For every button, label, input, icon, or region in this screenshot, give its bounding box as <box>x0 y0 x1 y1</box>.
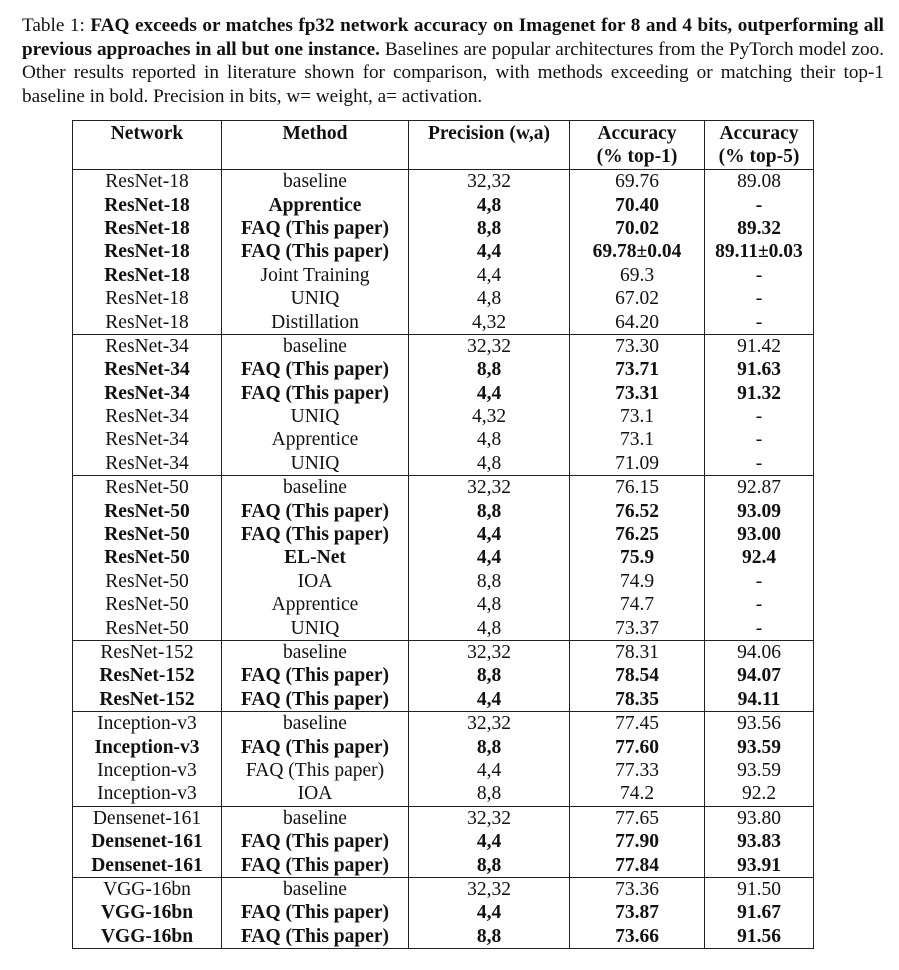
table-row <box>73 593 814 616</box>
network-cell: ResNet-34 <box>73 405 222 428</box>
top1-cell: 75.9 <box>570 546 705 569</box>
header-precision <box>409 121 570 170</box>
network-cell: ResNet-152 <box>73 664 222 687</box>
top1-cell: 77.90 <box>570 830 705 853</box>
method-cell: EL-Net <box>222 546 409 569</box>
precision-cell: 8,8 <box>409 925 570 949</box>
table-row <box>73 806 814 830</box>
network-cell: ResNet-18 <box>73 240 222 263</box>
top5-cell: - <box>705 452 814 476</box>
top1-cell: 77.84 <box>570 853 705 877</box>
precision-cell: 8,8 <box>409 664 570 687</box>
table-row <box>73 476 814 500</box>
top1-cell: 76.15 <box>570 476 705 500</box>
table-row <box>73 382 814 405</box>
header-precision-label: Precision (w,a) <box>427 123 551 144</box>
top5-cell: 89.32 <box>705 217 814 240</box>
network-cell: ResNet-34 <box>73 334 222 358</box>
top5-cell: 93.09 <box>705 499 814 522</box>
method-cell: Apprentice <box>222 428 409 451</box>
header-method-label: Method <box>282 123 348 144</box>
method-cell: FAQ (This paper) <box>222 735 409 758</box>
table-row <box>73 688 814 712</box>
top5-cell: 91.67 <box>705 901 814 924</box>
top1-cell: 73.1 <box>570 405 705 428</box>
network-cell: ResNet-50 <box>73 616 222 640</box>
top1-cell: 74.9 <box>570 570 705 593</box>
method-cell: FAQ (This paper) <box>222 901 409 924</box>
table-row <box>73 830 814 853</box>
top1-cell: 70.02 <box>570 217 705 240</box>
precision-cell: 4,4 <box>409 759 570 782</box>
table-row <box>73 193 814 216</box>
top5-cell: 91.42 <box>705 334 814 358</box>
precision-cell: 32,32 <box>409 334 570 358</box>
method-cell: FAQ (This paper) <box>222 499 409 522</box>
precision-cell: 32,32 <box>409 640 570 664</box>
method-cell: Apprentice <box>222 593 409 616</box>
precision-cell: 4,4 <box>409 240 570 263</box>
method-cell: baseline <box>222 711 409 735</box>
method-cell: baseline <box>222 877 409 901</box>
method-cell: UNIQ <box>222 452 409 476</box>
top1-cell: 78.35 <box>570 688 705 712</box>
top5-cell: 93.59 <box>705 735 814 758</box>
precision-cell: 8,8 <box>409 853 570 877</box>
network-cell: ResNet-50 <box>73 499 222 522</box>
header-top5-sublabel: (% top-5) <box>718 146 800 167</box>
table-row <box>73 428 814 451</box>
precision-cell: 8,8 <box>409 570 570 593</box>
precision-cell: 8,8 <box>409 499 570 522</box>
method-cell: baseline <box>222 170 409 194</box>
top5-cell: - <box>705 287 814 310</box>
precision-cell: 4,4 <box>409 523 570 546</box>
network-cell: VGG-16bn <box>73 877 222 901</box>
precision-cell: 4,4 <box>409 901 570 924</box>
top5-cell: 91.56 <box>705 925 814 949</box>
method-cell: FAQ (This paper) <box>222 853 409 877</box>
table-caption <box>22 14 884 108</box>
precision-cell: 4,32 <box>409 405 570 428</box>
table-header-row <box>73 121 814 170</box>
method-cell: FAQ (This paper) <box>222 240 409 263</box>
top5-cell: - <box>705 405 814 428</box>
top1-cell: 69.76 <box>570 170 705 194</box>
network-cell: Inception-v3 <box>73 711 222 735</box>
table-row <box>73 901 814 924</box>
top1-cell: 70.40 <box>570 193 705 216</box>
top5-cell: 92.87 <box>705 476 814 500</box>
method-cell: FAQ (This paper) <box>222 358 409 381</box>
top5-cell: 89.08 <box>705 170 814 194</box>
method-cell: baseline <box>222 640 409 664</box>
table-row <box>73 735 814 758</box>
top5-cell: - <box>705 616 814 640</box>
table-row <box>73 759 814 782</box>
precision-cell: 4,4 <box>409 546 570 569</box>
table-row <box>73 452 814 476</box>
method-cell: FAQ (This paper) <box>222 217 409 240</box>
top1-cell: 74.2 <box>570 782 705 806</box>
table-row <box>73 264 814 287</box>
top5-cell: 94.06 <box>705 640 814 664</box>
caption-bold-text: FAQ exceeds or matches fp32 network accuracy on Imagenet for 8 and 4 bits, outperforming all previous approaches in all but one instance. <box>22 15 884 60</box>
header-method <box>222 121 409 170</box>
header-top1-sublabel: (% top-1) <box>596 146 678 167</box>
table-row <box>73 925 814 949</box>
network-cell: ResNet-18 <box>73 287 222 310</box>
method-cell: IOA <box>222 782 409 806</box>
precision-cell: 32,32 <box>409 476 570 500</box>
table-row <box>73 405 814 428</box>
top5-cell: 94.11 <box>705 688 814 712</box>
network-cell: Inception-v3 <box>73 782 222 806</box>
header-network <box>73 121 222 170</box>
method-cell: baseline <box>222 806 409 830</box>
network-cell: Densenet-161 <box>73 853 222 877</box>
header-top1-label: Accuracy <box>597 123 677 144</box>
network-cell: ResNet-34 <box>73 382 222 405</box>
top1-cell: 64.20 <box>570 310 705 334</box>
caption-body-text: Baselines are popular architectures from the PyTorch model zoo. Other results reported in literature shown for comparison, with methods exceeding or matching their top-1 baseline in bold. Precision in bits, w= weight, a= activation. <box>22 38 885 107</box>
table-row <box>73 640 814 664</box>
top5-cell: 89.11±0.03 <box>705 240 814 263</box>
network-cell: Inception-v3 <box>73 735 222 758</box>
method-cell: FAQ (This paper) <box>222 925 409 949</box>
method-cell: Distillation <box>222 310 409 334</box>
top1-cell: 74.7 <box>570 593 705 616</box>
network-cell: VGG-16bn <box>73 901 222 924</box>
network-cell: ResNet-50 <box>73 523 222 546</box>
top5-cell: - <box>705 310 814 334</box>
table-row <box>73 310 814 334</box>
network-cell: ResNet-34 <box>73 452 222 476</box>
precision-cell: 32,32 <box>409 877 570 901</box>
top5-cell: - <box>705 264 814 287</box>
precision-cell: 4,8 <box>409 452 570 476</box>
header-top5 <box>705 121 814 170</box>
table-row <box>73 853 814 877</box>
method-cell: FAQ (This paper) <box>222 664 409 687</box>
method-cell: FAQ (This paper) <box>222 688 409 712</box>
top1-cell: 69.78±0.04 <box>570 240 705 263</box>
table-row <box>73 334 814 358</box>
table-row <box>73 782 814 806</box>
precision-cell: 4,8 <box>409 193 570 216</box>
top1-cell: 73.1 <box>570 428 705 451</box>
precision-cell: 32,32 <box>409 170 570 194</box>
network-cell: ResNet-50 <box>73 476 222 500</box>
top5-cell: 93.56 <box>705 711 814 735</box>
top1-cell: 73.71 <box>570 358 705 381</box>
table-row <box>73 664 814 687</box>
network-cell: ResNet-18 <box>73 310 222 334</box>
method-cell: FAQ (This paper) <box>222 382 409 405</box>
precision-cell: 8,8 <box>409 217 570 240</box>
table-row <box>73 358 814 381</box>
network-cell: ResNet-34 <box>73 428 222 451</box>
method-cell: FAQ (This paper) <box>222 830 409 853</box>
precision-cell: 4,32 <box>409 310 570 334</box>
precision-cell: 4,8 <box>409 428 570 451</box>
table-row <box>73 711 814 735</box>
top5-cell: 93.83 <box>705 830 814 853</box>
top5-cell: 93.59 <box>705 759 814 782</box>
caption-label: Table 1: <box>22 15 85 36</box>
precision-cell: 8,8 <box>409 735 570 758</box>
top1-cell: 73.87 <box>570 901 705 924</box>
top1-cell: 77.65 <box>570 806 705 830</box>
network-cell: ResNet-50 <box>73 570 222 593</box>
top1-cell: 76.52 <box>570 499 705 522</box>
precision-cell: 8,8 <box>409 358 570 381</box>
precision-cell: 4,8 <box>409 593 570 616</box>
table-row <box>73 499 814 522</box>
top1-cell: 69.3 <box>570 264 705 287</box>
precision-cell: 4,8 <box>409 287 570 310</box>
table-body <box>73 170 814 949</box>
top5-cell: 93.80 <box>705 806 814 830</box>
network-cell: Densenet-161 <box>73 830 222 853</box>
top5-cell: - <box>705 570 814 593</box>
precision-cell: 4,4 <box>409 264 570 287</box>
table-row <box>73 217 814 240</box>
header-top5-label: Accuracy <box>719 123 799 144</box>
top1-cell: 73.36 <box>570 877 705 901</box>
method-cell: baseline <box>222 334 409 358</box>
network-cell: ResNet-18 <box>73 193 222 216</box>
table-row <box>73 240 814 263</box>
network-cell: ResNet-50 <box>73 593 222 616</box>
network-cell: Densenet-161 <box>73 806 222 830</box>
top5-cell: 91.63 <box>705 358 814 381</box>
method-cell: FAQ (This paper) <box>222 759 409 782</box>
top5-cell: 91.50 <box>705 877 814 901</box>
top5-cell: 94.07 <box>705 664 814 687</box>
table-row <box>73 570 814 593</box>
network-cell: Inception-v3 <box>73 759 222 782</box>
precision-cell: 4,4 <box>409 830 570 853</box>
top1-cell: 67.02 <box>570 287 705 310</box>
method-cell: UNIQ <box>222 287 409 310</box>
table-row <box>73 546 814 569</box>
top1-cell: 78.54 <box>570 664 705 687</box>
top1-cell: 77.45 <box>570 711 705 735</box>
header-network-label: Network <box>110 123 184 144</box>
network-cell: ResNet-34 <box>73 358 222 381</box>
precision-cell: 32,32 <box>409 806 570 830</box>
top5-cell: - <box>705 193 814 216</box>
network-cell: ResNet-18 <box>73 217 222 240</box>
top1-cell: 78.31 <box>570 640 705 664</box>
network-cell: ResNet-152 <box>73 640 222 664</box>
table-row <box>73 287 814 310</box>
top1-cell: 77.33 <box>570 759 705 782</box>
top1-cell: 77.60 <box>570 735 705 758</box>
top1-cell: 73.30 <box>570 334 705 358</box>
top5-cell: 93.91 <box>705 853 814 877</box>
results-table <box>72 120 814 949</box>
top1-cell: 73.66 <box>570 925 705 949</box>
top5-cell: - <box>705 593 814 616</box>
top1-cell: 73.37 <box>570 616 705 640</box>
top5-cell: - <box>705 428 814 451</box>
method-cell: Joint Training <box>222 264 409 287</box>
top1-cell: 76.25 <box>570 523 705 546</box>
method-cell: Apprentice <box>222 193 409 216</box>
precision-cell: 8,8 <box>409 782 570 806</box>
header-top1 <box>570 121 705 170</box>
top1-cell: 73.31 <box>570 382 705 405</box>
table-row <box>73 523 814 546</box>
precision-cell: 4,4 <box>409 382 570 405</box>
top1-cell: 71.09 <box>570 452 705 476</box>
method-cell: FAQ (This paper) <box>222 523 409 546</box>
precision-cell: 4,4 <box>409 688 570 712</box>
top5-cell: 92.2 <box>705 782 814 806</box>
table-row <box>73 877 814 901</box>
top5-cell: 92.4 <box>705 546 814 569</box>
top5-cell: 91.32 <box>705 382 814 405</box>
table-row <box>73 616 814 640</box>
precision-cell: 4,8 <box>409 616 570 640</box>
table-row <box>73 170 814 194</box>
network-cell: ResNet-152 <box>73 688 222 712</box>
method-cell: IOA <box>222 570 409 593</box>
method-cell: UNIQ <box>222 405 409 428</box>
network-cell: ResNet-18 <box>73 170 222 194</box>
top5-cell: 93.00 <box>705 523 814 546</box>
precision-cell: 32,32 <box>409 711 570 735</box>
network-cell: VGG-16bn <box>73 925 222 949</box>
network-cell: ResNet-50 <box>73 546 222 569</box>
method-cell: UNIQ <box>222 616 409 640</box>
network-cell: ResNet-18 <box>73 264 222 287</box>
method-cell: baseline <box>222 476 409 500</box>
